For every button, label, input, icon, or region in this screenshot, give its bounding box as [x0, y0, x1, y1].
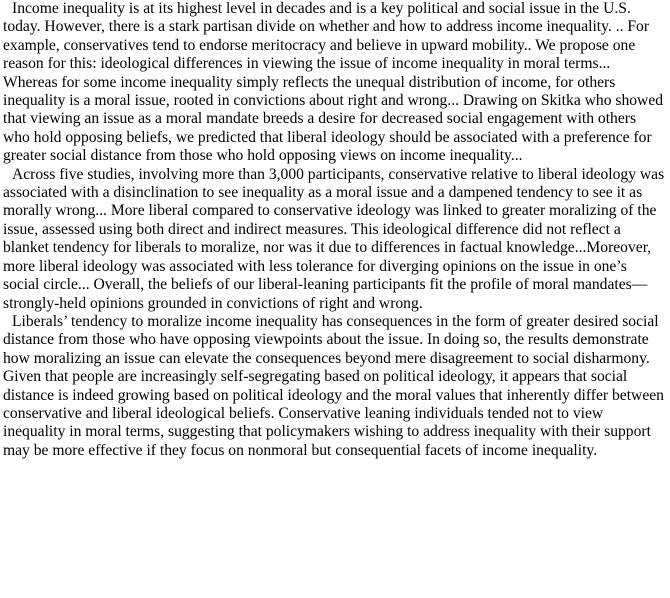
paragraph-2: Across five studies, involving more than 3,000 participants, conservative relative to liberal ideology was associated with a disinclination to see inequality as a moral issue and a dampened tendency to see it as morally wrong... More liberal compared to conservative ideology was linked to greater moralizing of the issue, assessed using both direct and indirect measures. This ideological difference did not reflect a blanket tendency for liberals to moralize, nor was it due to differences in factual knowledge...Moreover, more liberal ideology was associated with less tolerance for diverging opinions on the issue in one’s social circle... Overall, the beliefs of our liberal-leaning participants fit the profile of moral mandates—strongly-held opinions grounded in convictions of right and wrong.: [3, 165, 665, 312]
paragraph-3: Liberals’ tendency to moralize income inequality has consequences in the form of greater desired social distance from those who have opposing viewpoints about the issue. In doing so, the results demonstrate how moralizing an issue can elevate the consequences beyond mere disagreement to social disharmony. Given that people are increasingly self-segregating based on political ideology, it appears that social distance is indeed growing based on political ideology and the moral values that inherently differ between conservative and liberal ideological beliefs. Conservative leaning individuals tended not to view inequality in moral terms, suggesting that policymakers wishing to address inequality with their support may be more effective if they focus on nonmoral but consequential facets of income inequality.: [3, 312, 664, 459]
paragraph-1: Income inequality is at its highest level in decades and is a key political and social issue in the U.S. today. However, there is a stark partisan divide on whether and how to address income inequality. .. For example, conservatives tend to endorse meritocracy and believe in upward mobility.. We propose one reason for this: ideological differences in viewing the issue of income inequality in moral terms... Whereas for some income inequality simply reflects the unequal distribution of income, for others inequality is a moral issue, rooted in convictions about right and wrong... Drawing on Skitka who showed that viewing an issue as a moral mandate breeds a desire for decreased social engagement with others who hold opposing beliefs, we predicted that liberal ideology should be associated with a preference for greater social distance from those who hold opposing views on income inequality...: [3, 0, 664, 165]
